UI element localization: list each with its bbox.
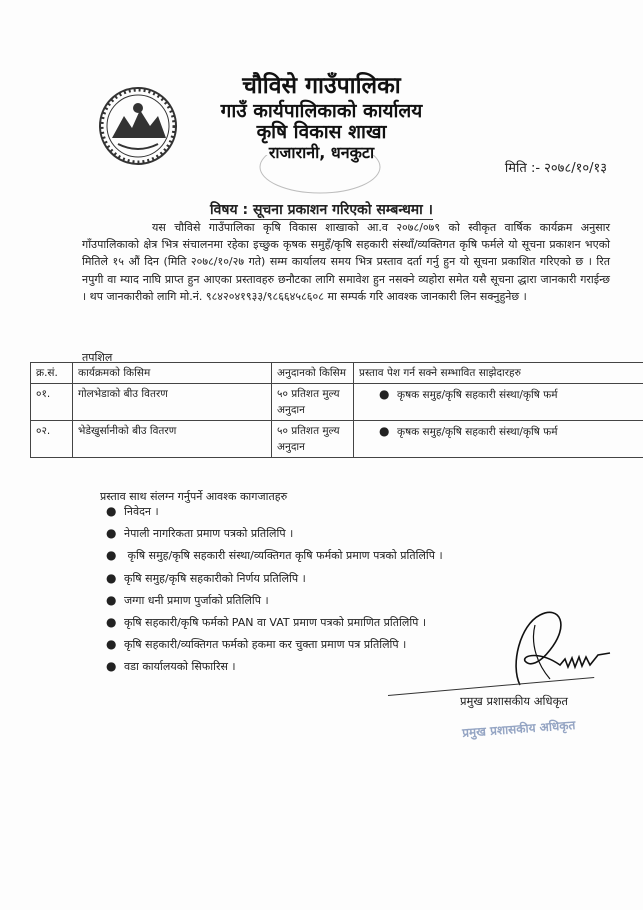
cell-partners: ● कृषक समुह/कृषि सहकारी संस्था/कृषि फर्म (354, 384, 643, 421)
bullet-icon: ● (106, 637, 117, 652)
table-header-row (31, 363, 643, 384)
list-item: ● कृषि समुह/कृषि सहकारी संस्था/व्यक्तिगत कृषि फर्मको प्रमाण पत्रको प्रतिलिपि । (106, 544, 443, 566)
office-seal (255, 155, 385, 195)
requirements-list (106, 500, 443, 678)
header-sn: क्र.सं. (31, 363, 73, 384)
partners-text: कृषक समुह/कृषि सहकारी संस्था/कृषि फर्म (397, 389, 558, 401)
list-item: ● निवेदन । (106, 500, 443, 522)
list-item: ● नेपाली नागरिकता प्रमाण पत्रको प्रतिलिपि । (106, 522, 443, 544)
officer-title: प्रमुख प्रशासकीय अधिकृत (460, 694, 568, 708)
header-partners: प्रस्ताव पेश गर्न सक्ने सम्भावित साझेदारहरु (354, 363, 643, 384)
cell-program: भेडेखुर्सानीको बीउ वितरण (73, 421, 272, 458)
official-stamp: प्रमुख प्रशासकीय अधिकृत (461, 718, 576, 740)
requirements-title: प्रस्ताव साथ संलग्न गर्नुपर्ने आवश्क कागजातहरु (100, 490, 288, 503)
subject-text: विषय : सूचना प्रकाशन गरिएको सम्बन्धमा । (209, 202, 433, 218)
bullet-icon: ● (106, 526, 117, 541)
bullet-icon: ● (106, 614, 117, 629)
list-item: ● कृषि सहकारी/व्यक्तिगत फर्मको हकमा कर चुक्ता प्रमाण पत्र प्रतिलिपि । (106, 633, 443, 655)
table-row (31, 384, 643, 421)
bullet-icon: ● (106, 548, 117, 563)
details-label: तपशिल (82, 351, 113, 364)
org-title: चौविसे गाउँपालिका (242, 73, 401, 99)
bullet-icon: ● (106, 570, 117, 585)
cell-sn: ०१. (31, 384, 73, 421)
bullet-icon: ● (106, 592, 117, 607)
bullet-icon: ● (106, 659, 117, 674)
table-row (31, 421, 643, 458)
location: राजारानी, धनकुटा (268, 143, 375, 162)
bullet-icon: ● (106, 504, 117, 518)
header-grant: अनुदानको किसिम (272, 363, 354, 384)
partners-text: कृषक समुह/कृषि सहकारी संस्था/कृषि फर्म (397, 426, 558, 438)
cell-sn: ०२. (31, 421, 73, 458)
list-item: ● कृषि समुह/कृषि सहकारीको निर्णय प्रतिलिपि । (106, 567, 443, 589)
body-paragraph: यस चौविसे गाउँपालिका कृषि विकास शाखाको आ.व २०७८/०७९ को स्वीकृत वार्षिक कार्यक्रम अनुसार गाँउपालिकाको क्षेत्र भित्र संचालनमा रहेका इच्छुक कृषक समुहँ/कृषि सहकारी संस्थाँ/व्यक्तिगत कृषि फर्मले यो सूचना प्रकाशन भएको मितिले १५ औं दिन (मिति २०७८/१०/२७ गते) सम्म कार्यालय समय भित्र प्रस्ताव दर्ता गर्नु हुन यो सूचना प्रकाशित गरिएको छ । रित नपुगी वा म्याद नाघि प्राप्त हुन आएका प्रस्तावहरु छनौटका लागि समावेश हुन नसक्ने व्यहोरा समेत यसै सूचना द्धारा जानकारी गराईन्छ । थप जानकारीको लागि मो.नं. ९८४२०४१९३३/९८६६४५८६०८ मा सम्पर्क गरि आवश्क जानकारी लिन सक्नुहुनेछ । (82, 221, 610, 303)
list-item: ● वडा कार्यालयको सिफारिस । (106, 655, 443, 677)
date-label: मिति :- २०७८/१०/१३ (504, 161, 607, 176)
cell-grant: ५० प्रतिशत मुल्य अनुदान (272, 421, 354, 458)
cell-grant: ५० प्रतिशत मुल्य अनुदान (272, 384, 354, 421)
list-item: ● कृषि सहकारी/कृषि फर्मको PAN वा VAT प्रमाण पत्रको प्रमाणित प्रतिलिपि । (106, 611, 443, 633)
notice-body (82, 219, 610, 305)
office-title: गाउँ कार्यपालिकाको कार्यालय (220, 100, 423, 122)
list-item: ● जग्गा धनी प्रमाण पुर्जाको प्रतिलिपि । (106, 589, 443, 611)
subject-line (0, 200, 643, 219)
program-table (30, 362, 643, 458)
header-program: कार्यक्रमको किसिम (73, 363, 272, 384)
section-title: कृषि विकास शाखा (256, 121, 387, 143)
cell-program: गोलभेडाको बीउ वितरण (73, 384, 272, 421)
cell-partners: ● कृषक समुह/कृषि सहकारी संस्था/कृषि फर्म (354, 421, 643, 458)
